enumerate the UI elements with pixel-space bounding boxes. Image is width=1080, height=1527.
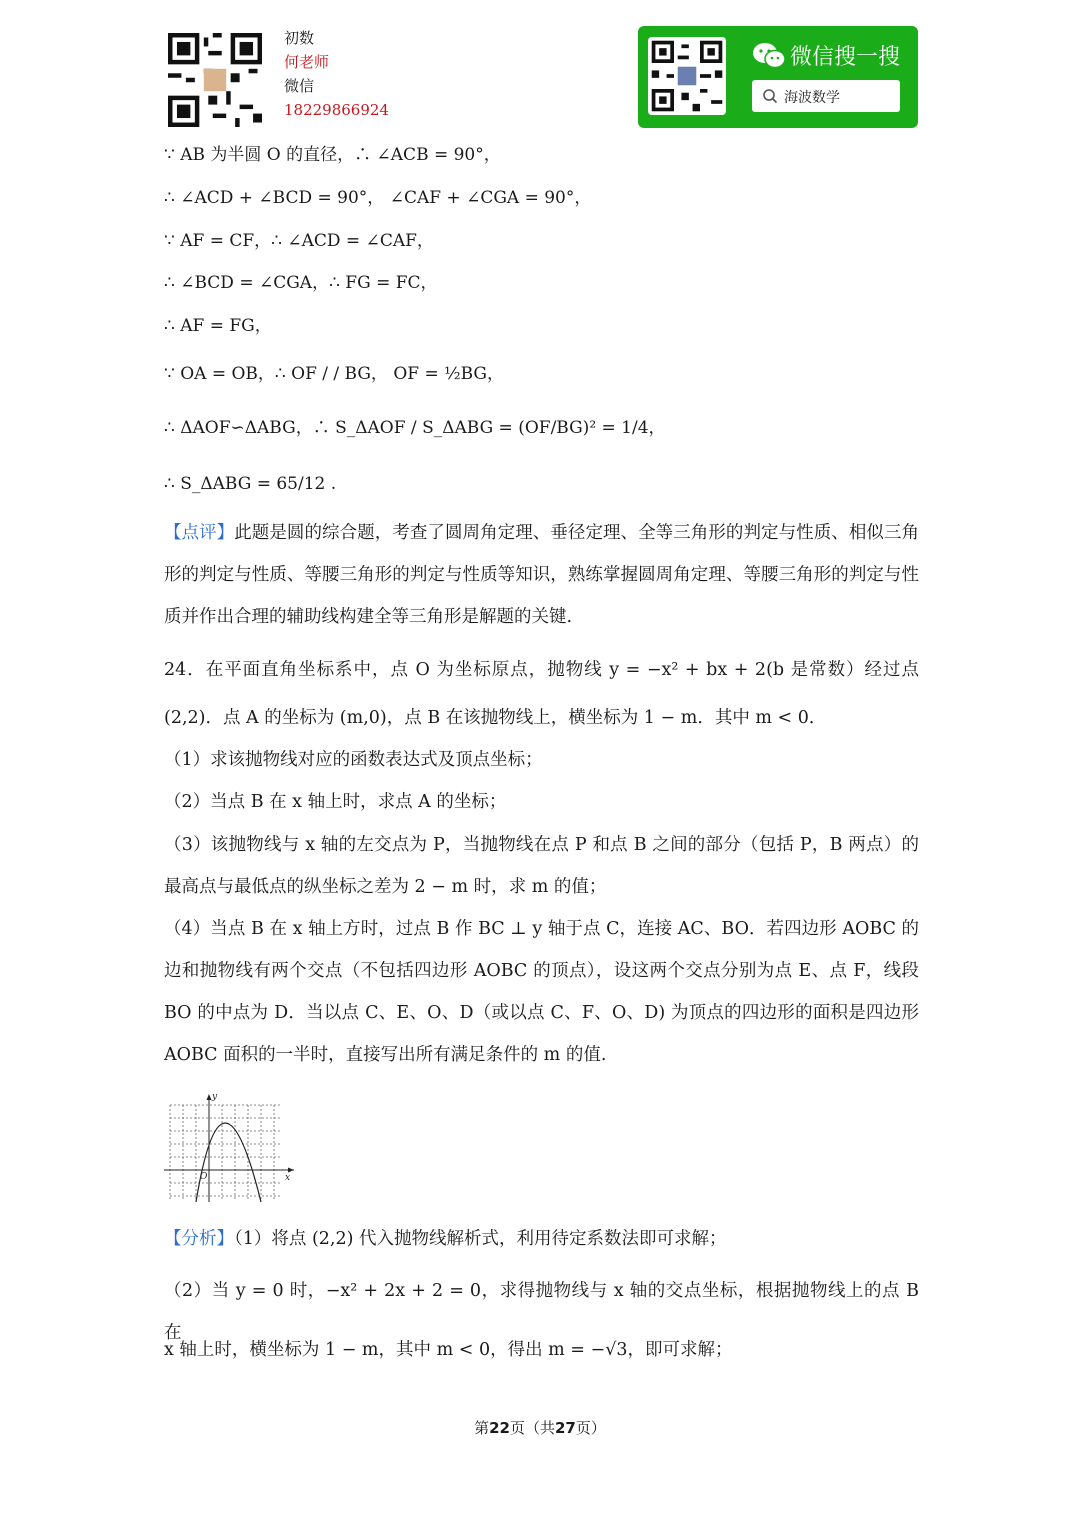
- comment-paragraph: [164, 512, 919, 638]
- page-footer: [0, 1417, 1080, 1438]
- proof-line: ∴ ∠ACD + ∠BCD = 90°， ∠CAF + ∠CGA = 90°，: [164, 188, 592, 208]
- proof-line: ∴ ∠BCD = ∠CGA，∴ FG = FC，: [164, 273, 438, 293]
- question-2: （2）当点 B 在 x 轴上时，求点 A 的坐标；: [164, 792, 507, 812]
- contact-info: [284, 26, 389, 122]
- wechat-search-text: 海波数学: [784, 90, 840, 106]
- proof-line: ∵ AF = CF，∴ ∠ACD = ∠CAF，: [164, 231, 434, 251]
- comment-text: 此题是圆的综合题，考查了圆周角定理、垂径定理、全等三角形的判定与性质、相似三角形的判定与性质、等腰三角形的判定与性质等知识，熟练掌握圆周角定理、等腰三角形的判定与性质并作出合理的辅助线构建全等三角形是解题的关键.: [164, 523, 920, 627]
- page-number: 22: [489, 1419, 510, 1437]
- y-axis-label: y: [212, 1092, 218, 1102]
- x-axis-label: x: [285, 1173, 291, 1183]
- analysis-line: （2）当 y = 0 时，−x² + 2x + 2 = 0，求得抛物线与 x 轴的交点坐标，根据抛物线上的点 B 在: [164, 1281, 919, 1343]
- analysis-line: [164, 1218, 919, 1260]
- question-3: （3）该抛物线与 x 轴的左交点为 P，当抛物线在点 P 和点 B 之间的部分（包括 P，B 两点）的最高点与最低点的纵坐标之差为 2 − m 时，求 m 的值；: [164, 835, 919, 897]
- search-icon: [762, 88, 778, 104]
- problem-stem: 24．在平面直角坐标系中，点 O 为坐标原点，抛物线 y = −x² + bx + 2(b 是常数）经过点 (2,2)．点 A 的坐标为 (m,0)，点 B 在该抛物线上，横坐标为 1 − m．其中 m < 0．: [164, 660, 919, 728]
- analysis-tag: 【分析】: [164, 1229, 234, 1249]
- contact-line: 初数: [284, 29, 315, 47]
- proof-line: ∴ AF = FG，: [164, 316, 272, 336]
- analysis-line: x 轴上时，横坐标为 1 − m，其中 m < 0，得出 m = −√3，即可求解；: [164, 1340, 733, 1360]
- footer-text: 第: [474, 1419, 490, 1437]
- footer-text: 页（共: [509, 1419, 555, 1437]
- footer-text: 页）: [575, 1419, 606, 1437]
- proof-line: ∵ AB 为半圆 O 的直径，∴ ∠ACB = 90°，: [164, 145, 501, 165]
- contact-line: 微信: [284, 77, 315, 95]
- origin-label: O: [200, 1172, 208, 1182]
- proof-line: ∴ ΔAOF∽ΔABG，∴ S_ΔAOF / S_ΔABG = (OF/BG)² = 1/4，: [164, 418, 666, 438]
- analysis-text: （1）将点 (2,2) 代入抛物线解析式，利用待定系数法即可求解；: [234, 1229, 727, 1249]
- contact-phone: 18229866924: [284, 101, 389, 119]
- parabola-graph: [160, 1090, 300, 1205]
- wechat-card-title: 微信搜一搜: [790, 45, 901, 70]
- question-4: （4）当点 B 在 x 轴上方时，过点 B 作 BC ⊥ y 轴于点 C，连接 AC、BO．若四边形 AOBC 的边和抛物线有两个交点（不包括四边形 AOBC 的顶点），设这两个交点分别为点 E、点 F，线段 BO 的中点为 D．当以点 C、E、O、D（或以点 C、F、O、D) 为顶点的四边形的面积是四边形 AOBC 面积的一半时，直接写出所有满足条件的 m 的值.: [164, 919, 919, 1065]
- wechat-search-box: [752, 80, 900, 112]
- contact-line: 何老师: [284, 53, 330, 71]
- question-1: （1）求该抛物线对应的函数表达式及顶点坐标；: [164, 750, 543, 770]
- comment-tag: 【点评】: [164, 523, 235, 543]
- page-total: 27: [555, 1419, 576, 1437]
- wechat-logo-icon: [752, 42, 786, 70]
- qr-code-image: [168, 33, 262, 127]
- proof-line: ∵ OA = OB，∴ OF / / BG， OF = ½BG，: [164, 364, 504, 384]
- wechat-qr-image: [648, 37, 726, 115]
- parabola-curve: [196, 1123, 261, 1202]
- wechat-search-card: [638, 26, 918, 128]
- proof-line: ∴ S_ΔABG = 65/12 .: [164, 474, 337, 494]
